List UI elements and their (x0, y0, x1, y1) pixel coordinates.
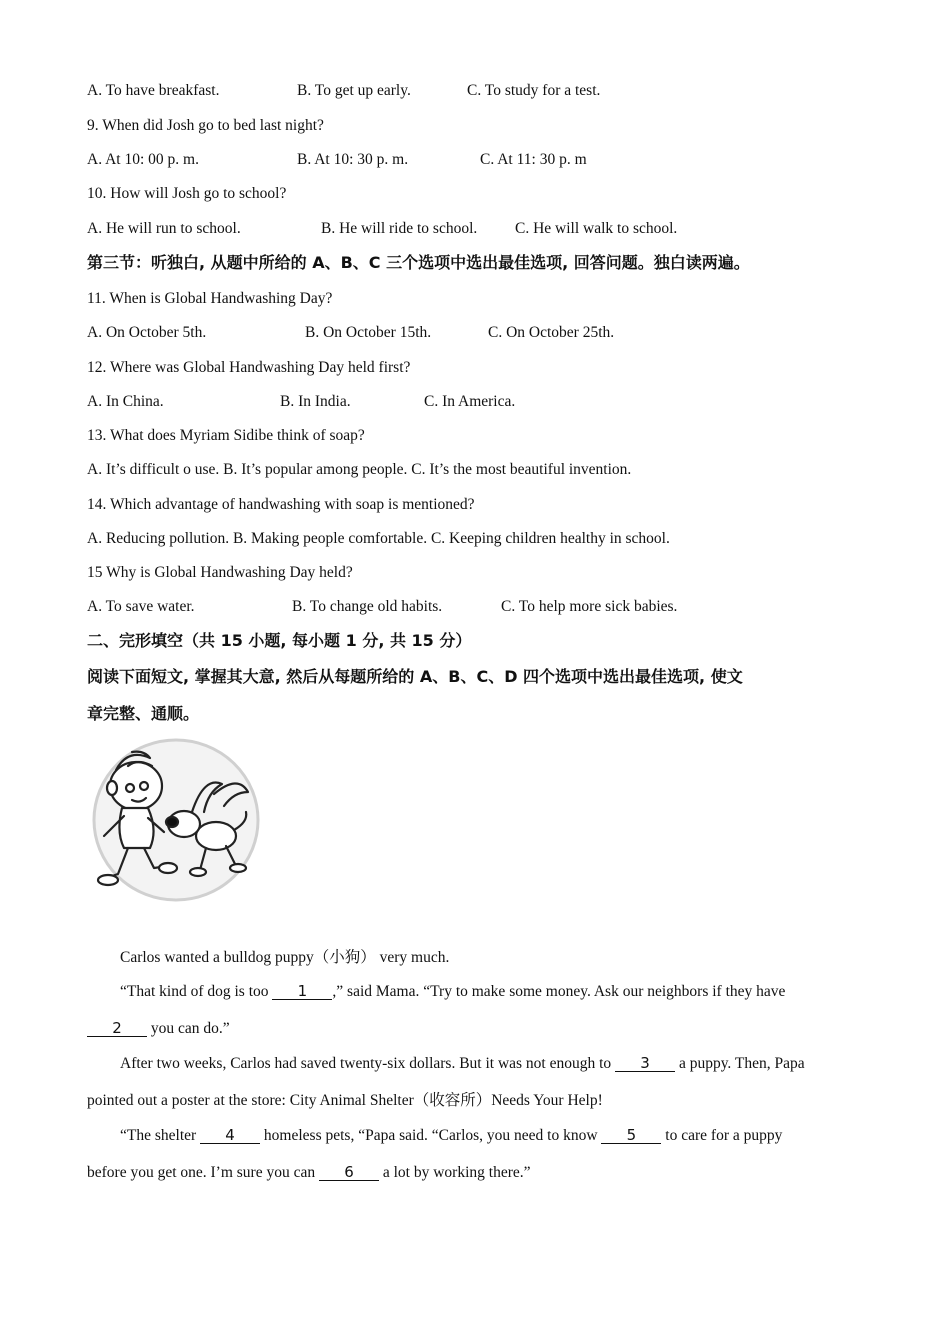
q10-option-c: C. He will walk to school. (515, 220, 678, 237)
blank-1[interactable]: 1 (272, 983, 332, 1000)
q10-option-a: A. He will run to school. (87, 220, 241, 237)
q11-question: 11. When is Global Handwashing Day? (87, 290, 333, 307)
q11-option-a: A. On October 5th. (87, 324, 207, 341)
part2-instruction-line1: 阅读下面短文, 掌握其大意, 然后从每题所给的 A、B、C、D 四个选项中选出最佳选项, 使文 (87, 667, 743, 686)
blank-4[interactable]: 4 (200, 1127, 260, 1144)
q9-option-a: A. At 10: 00 p. m. (87, 151, 199, 168)
q14-question: 14. Which advantage of handwashing with soap is mentioned? (87, 496, 475, 513)
q12-question: 12. Where was Global Handwashing Day held first? (87, 359, 411, 376)
q15-option-a: A. To save water. (87, 598, 195, 615)
passage-text: “That kind of dog is too (120, 983, 273, 1000)
passage-paragraph-4-line1 (120, 1126, 782, 1146)
boy-and-puppy-illustration (88, 736, 260, 904)
q15-question: 15 Why is Global Handwashing Day held? (87, 564, 353, 581)
q10-question: 10. How will Josh go to school? (87, 185, 287, 202)
q10-option-b: B. He will ride to school. (321, 220, 478, 237)
q12-option-b: B. In India. (280, 393, 351, 410)
passage-text: After two weeks, Carlos had saved twenty-six dollars. But it was not enough to (120, 1055, 616, 1072)
part2-heading: 二、完形填空（共 15 小题, 每小题 1 分, 共 15 分） (87, 631, 472, 650)
passage-paragraph-4-line2 (87, 1163, 531, 1183)
passage-paragraph-2-line2 (87, 1019, 230, 1039)
q8-option-b: B. To get up early. (297, 82, 411, 99)
passage-text: a puppy. Then, Papa (675, 1055, 805, 1072)
q14-options: A. Reducing pollution. B. Making people comfortable. C. Keeping children healthy in school. (87, 530, 670, 547)
section3-heading: 第三节：听独白, 从题中所给的 A、B、C 三个选项中选出最佳选项, 回答问题。独白读两遍。 (87, 253, 750, 272)
passage-paragraph-3-line1 (120, 1054, 805, 1074)
passage-paragraph-1: Carlos wanted a bulldog puppy（小狗） very much. (120, 949, 450, 966)
q11-option-b: B. On October 15th. (305, 324, 432, 341)
blank-3[interactable]: 3 (615, 1055, 675, 1072)
q8-option-c: C. To study for a test. (467, 82, 601, 99)
passage-text: ,” said Mama. “Try to make some money. Ask our neighbors if they have (332, 983, 786, 1000)
q9-option-b: B. At 10: 30 p. m. (297, 151, 409, 168)
q15-option-c: C. To help more sick babies. (501, 598, 678, 615)
q13-question: 13. What does Myriam Sidibe think of soap? (87, 427, 365, 444)
passage-paragraph-3-line2: pointed out a poster at the store: City Animal Shelter（收容所）Needs Your Help! (87, 1092, 603, 1109)
q9-option-c: C. At 11: 30 p. m (480, 151, 587, 168)
q15-option-b: B. To change old habits. (292, 598, 443, 615)
passage-text: to care for a puppy (661, 1127, 783, 1144)
passage-text: “The shelter (120, 1127, 201, 1144)
blank-5[interactable]: 5 (601, 1127, 661, 1144)
q12-option-a: A. In China. (87, 393, 164, 410)
passage-text: a lot by working there.” (379, 1164, 531, 1181)
blank-6[interactable]: 6 (319, 1164, 379, 1181)
passage-paragraph-2-line1 (120, 982, 785, 1002)
q9-question: 9. When did Josh go to bed last night? (87, 117, 324, 134)
q11-option-c: C. On October 25th. (488, 324, 615, 341)
passage-text: homeless pets, “Papa said. “Carlos, you need to know (260, 1127, 602, 1144)
passage-text: before you get one. I’m sure you can (87, 1164, 319, 1181)
part2-instruction-line2: 章完整、通顺。 (87, 704, 200, 723)
blank-2[interactable]: 2 (87, 1020, 147, 1037)
q13-options: A. It’s difficult o use. B. It’s popular among people. C. It’s the most beautiful invention. (87, 461, 632, 478)
q8-option-a: A. To have breakfast. (87, 82, 220, 99)
passage-text: you can do.” (147, 1020, 230, 1037)
q12-option-c: C. In America. (424, 393, 516, 410)
